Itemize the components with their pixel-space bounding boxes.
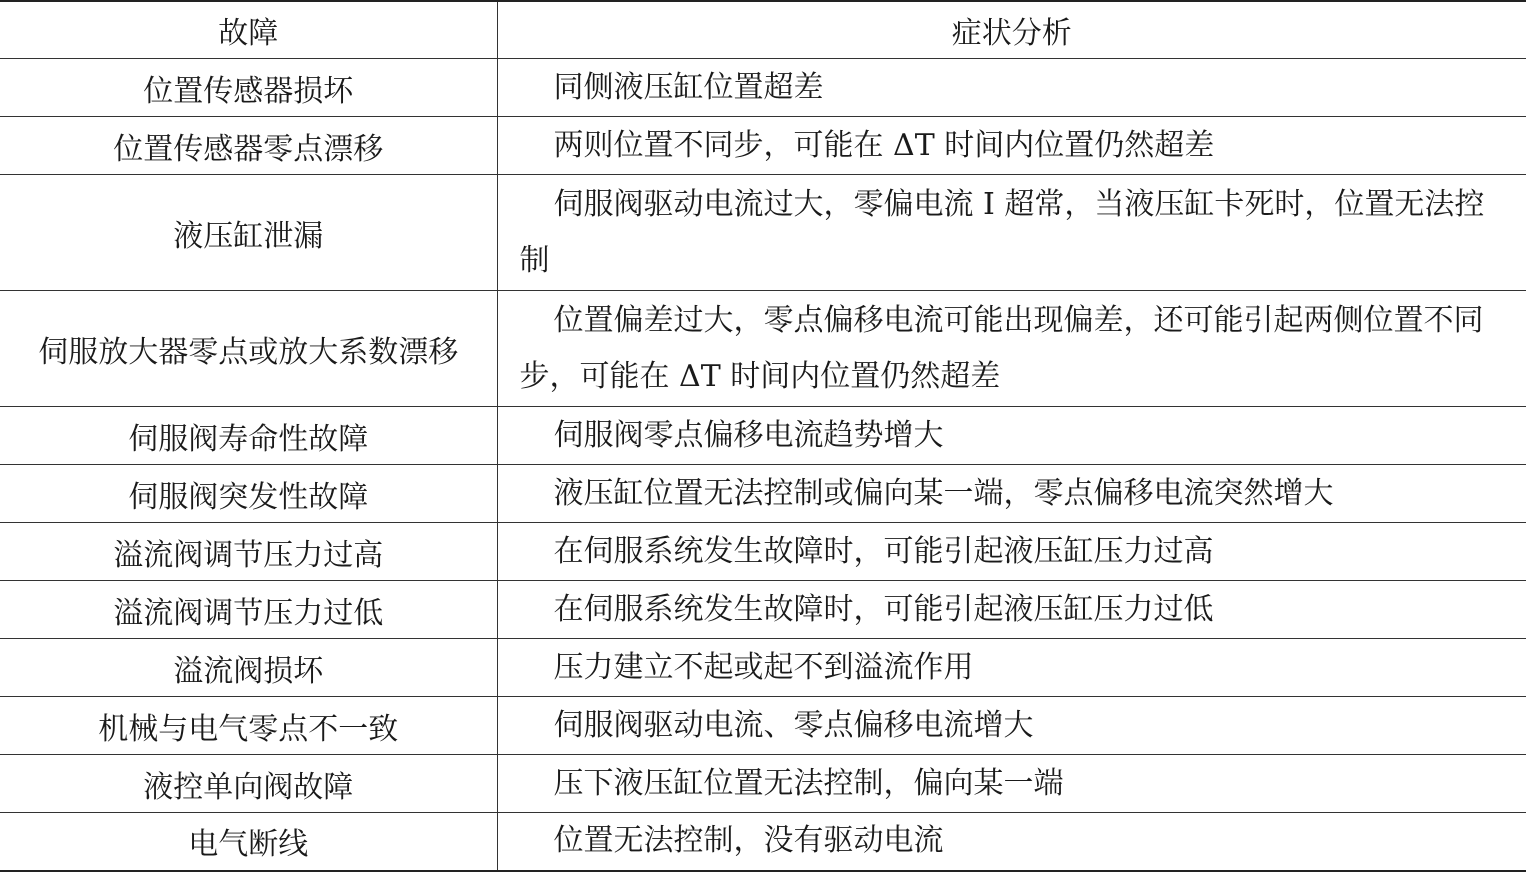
table-row xyxy=(0,755,1526,813)
fault-cell: 位置传感器损坏 xyxy=(0,59,497,117)
fault-cell: 伺服阀突发性故障 xyxy=(0,465,497,523)
table-row xyxy=(0,581,1526,639)
table-row xyxy=(0,59,1526,117)
symptom-cell: 压力建立不起或起不到溢流作用 xyxy=(497,639,1526,697)
table-row xyxy=(0,639,1526,697)
table-row xyxy=(0,117,1526,175)
symptom-cell: 位置偏差过大，零点偏移电流可能出现偏差，还可能引起两侧位置不同步，可能在 ΔT 时间内位置仍然超差 xyxy=(497,291,1526,407)
table-row xyxy=(0,465,1526,523)
symptom-cell: 伺服阀零点偏移电流趋势增大 xyxy=(497,407,1526,465)
fault-cell: 溢流阀调节压力过低 xyxy=(0,581,497,639)
fault-cell: 机械与电气零点不一致 xyxy=(0,697,497,755)
table-row xyxy=(0,523,1526,581)
symptom-cell: 液压缸位置无法控制或偏向某一端，零点偏移电流突然增大 xyxy=(497,465,1526,523)
fault-cell: 溢流阀调节压力过高 xyxy=(0,523,497,581)
fault-cell: 位置传感器零点漂移 xyxy=(0,117,497,175)
symptom-cell: 在伺服系统发生故障时，可能引起液压缸压力过高 xyxy=(497,523,1526,581)
symptom-cell: 伺服阀驱动电流、零点偏移电流增大 xyxy=(497,697,1526,755)
table-row xyxy=(0,175,1526,291)
header-row xyxy=(0,1,1526,59)
table-row xyxy=(0,407,1526,465)
symptom-cell: 同侧液压缸位置超差 xyxy=(497,59,1526,117)
fault-cell: 伺服放大器零点或放大系数漂移 xyxy=(0,291,497,407)
symptom-cell: 在伺服系统发生故障时，可能引起液压缸压力过低 xyxy=(497,581,1526,639)
fault-cell: 电气断线 xyxy=(0,813,497,871)
table-row xyxy=(0,291,1526,407)
fault-cell: 伺服阀寿命性故障 xyxy=(0,407,497,465)
table-row xyxy=(0,697,1526,755)
fault-cell: 液压缸泄漏 xyxy=(0,175,497,291)
table-row xyxy=(0,813,1526,871)
symptom-cell: 位置无法控制，没有驱动电流 xyxy=(497,813,1526,871)
fault-cell: 液控单向阀故障 xyxy=(0,755,497,813)
symptom-cell: 压下液压缸位置无法控制，偏向某一端 xyxy=(497,755,1526,813)
header-symptom: 症状分析 xyxy=(497,1,1526,59)
header-fault: 故障 xyxy=(0,1,497,59)
symptom-cell: 伺服阀驱动电流过大，零偏电流 I 超常，当液压缸卡死时，位置无法控制 xyxy=(497,175,1526,291)
fault-cell: 溢流阀损坏 xyxy=(0,639,497,697)
symptom-cell: 两则位置不同步，可能在 ΔT 时间内位置仍然超差 xyxy=(497,117,1526,175)
